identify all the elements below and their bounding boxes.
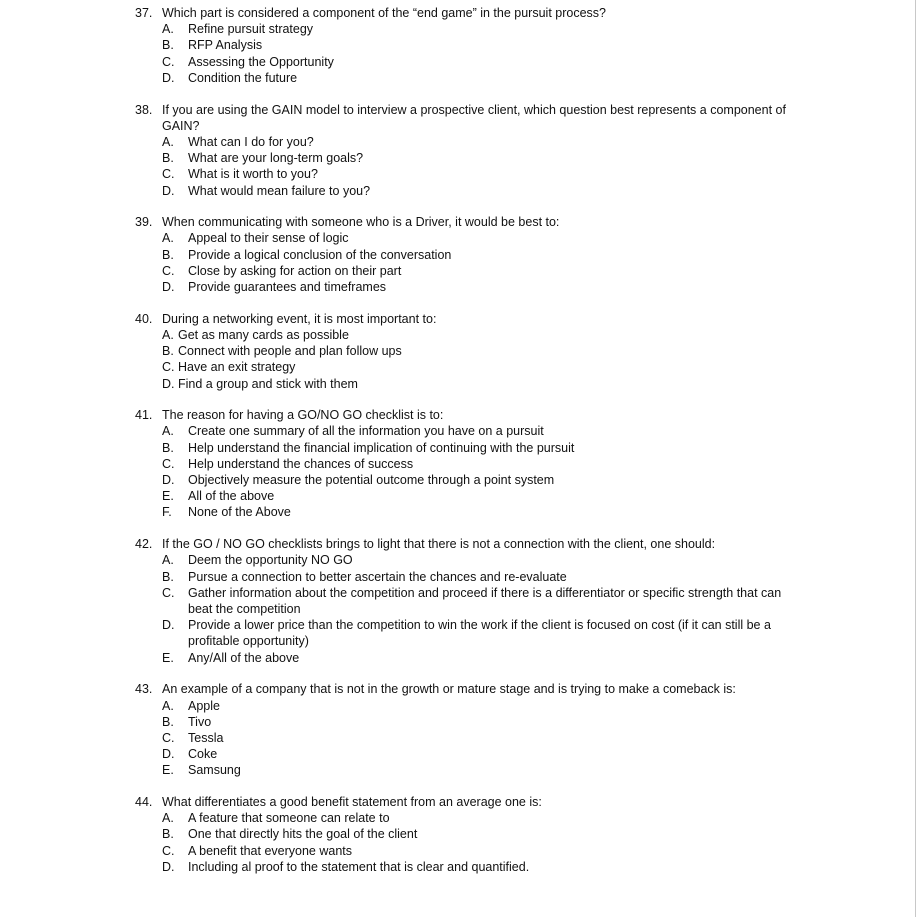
- option-letter: C.: [162, 730, 175, 745]
- option-text: Provide a logical conclusion of the conversation: [188, 247, 452, 262]
- question-number: 40.: [135, 311, 153, 326]
- option-text: RFP Analysis: [188, 38, 263, 53]
- option-letter: C.: [162, 456, 175, 471]
- answer-option: [162, 504, 795, 520]
- question-stem: [135, 311, 795, 327]
- option-letter: B.: [162, 151, 174, 166]
- option-text: A feature that someone can relate to: [188, 811, 390, 826]
- option-text: Tessla: [188, 730, 224, 745]
- option-letter: D.: [162, 183, 175, 198]
- answer-option: [162, 230, 795, 246]
- answer-option: [162, 166, 795, 182]
- answer-option: [162, 54, 795, 70]
- question-37: [135, 5, 795, 86]
- option-letter: C.: [162, 843, 175, 858]
- option-letter: D.: [162, 280, 175, 295]
- question-39: [135, 214, 795, 295]
- question-stem: [135, 407, 795, 423]
- question-text: During a networking event, it is most important to:: [162, 311, 437, 326]
- option-text: Provide a lower price than the competition to win the work if the client is focused on cost (if it can still be a profitable opportunity): [188, 618, 771, 649]
- option-text: What is it worth to you?: [188, 167, 318, 182]
- option-letter: D.: [162, 70, 175, 85]
- answer-options: [162, 423, 795, 520]
- option-letter: B.: [162, 247, 174, 262]
- question-number: 39.: [135, 215, 153, 230]
- option-letter: C.: [162, 167, 175, 182]
- option-text: Find a group and stick with them: [178, 376, 358, 391]
- option-letter: D.: [162, 473, 175, 488]
- question-43: [135, 681, 795, 778]
- question-text: If the GO / NO GO checklists brings to light that there is not a connection with the client, one should:: [162, 537, 716, 552]
- option-text: Have an exit strategy: [178, 360, 296, 375]
- answer-options: [162, 327, 795, 392]
- question-40: [135, 311, 795, 392]
- answer-option: [162, 376, 795, 392]
- option-letter: C.: [162, 263, 175, 278]
- answer-option: [162, 327, 795, 343]
- option-letter: B.: [162, 714, 174, 729]
- question-stem: [135, 681, 795, 697]
- answer-option: [162, 279, 795, 295]
- option-text: One that directly hits the goal of the client: [188, 827, 418, 842]
- answer-option: [162, 585, 795, 617]
- option-text: Condition the future: [188, 70, 298, 85]
- option-letter: B.: [162, 569, 174, 584]
- option-text: A benefit that everyone wants: [188, 843, 352, 858]
- answer-options: [162, 21, 795, 86]
- answer-options: [162, 552, 795, 665]
- question-list: [135, 5, 795, 891]
- option-letter: D.: [162, 859, 175, 874]
- option-letter: E.: [162, 650, 174, 665]
- answer-option: [162, 21, 795, 37]
- option-text: Apple: [188, 698, 220, 713]
- answer-options: [162, 134, 795, 199]
- option-letter: A.: [162, 134, 174, 149]
- option-text: Refine pursuit strategy: [188, 22, 314, 37]
- option-letter: D.: [162, 618, 175, 633]
- question-number: 38.: [135, 102, 153, 117]
- option-letter: B.: [162, 827, 174, 842]
- answer-option: [162, 423, 795, 439]
- option-text: Provide guarantees and timeframes: [188, 280, 387, 295]
- option-text: What can I do for you?: [188, 134, 314, 149]
- answer-option: [162, 569, 795, 585]
- question-number: 44.: [135, 795, 153, 810]
- option-letter: B.: [162, 440, 174, 455]
- option-text: Get as many cards as possible: [178, 327, 349, 342]
- question-text: What differentiates a good benefit statement from an average one is:: [162, 795, 542, 810]
- question-number: 42.: [135, 537, 153, 552]
- option-letter: E.: [162, 763, 174, 778]
- option-letter: A.: [162, 231, 174, 246]
- answer-option: [162, 810, 795, 826]
- answer-option: [162, 263, 795, 279]
- option-letter: C.: [162, 54, 175, 69]
- answer-option: [162, 843, 795, 859]
- answer-option: [162, 762, 795, 778]
- option-text: What would mean failure to you?: [188, 183, 371, 198]
- answer-option: [162, 343, 795, 359]
- option-text: Deem the opportunity NO GO: [188, 553, 353, 568]
- option-text: Tivo: [188, 714, 212, 729]
- option-letter: B.: [162, 344, 174, 359]
- question-text: If you are using the GAIN model to interview a prospective client, which question best represents a component of GAIN?: [162, 102, 786, 133]
- question-number: 37.: [135, 6, 153, 20]
- question-stem: [135, 794, 795, 810]
- question-stem: [135, 5, 795, 21]
- answer-option: [162, 247, 795, 263]
- option-text: What are your long-term goals?: [188, 151, 364, 166]
- answer-option: [162, 440, 795, 456]
- answer-option: [162, 746, 795, 762]
- question-44: [135, 794, 795, 875]
- answer-option: [162, 456, 795, 472]
- option-letter: B.: [162, 38, 174, 53]
- answer-option: [162, 552, 795, 568]
- question-stem: [135, 214, 795, 230]
- option-text: Connect with people and plan follow ups: [178, 344, 402, 359]
- option-text: Help understand the chances of success: [188, 456, 414, 471]
- answer-option: [162, 859, 795, 875]
- answer-option: [162, 70, 795, 86]
- answer-option: [162, 617, 795, 649]
- option-text: Pursue a connection to better ascertain the chances and re-evaluate: [188, 569, 567, 584]
- answer-option: [162, 359, 795, 375]
- answer-option: [162, 134, 795, 150]
- option-letter: A.: [162, 424, 174, 439]
- option-text: All of the above: [188, 489, 275, 504]
- question-text: Which part is considered a component of the “end game” in the pursuit process?: [162, 6, 606, 20]
- question-text: The reason for having a GO/NO GO checklist is to:: [162, 408, 444, 423]
- answer-options: [162, 698, 795, 779]
- question-stem: [135, 536, 795, 552]
- option-letter: C.: [162, 585, 175, 600]
- answer-option: [162, 150, 795, 166]
- question-number: 43.: [135, 682, 153, 697]
- option-letter: E.: [162, 489, 174, 504]
- answer-options: [162, 810, 795, 875]
- option-text: Create one summary of all the information you have on a pursuit: [188, 424, 544, 439]
- answer-option: [162, 183, 795, 199]
- option-letter: A.: [162, 811, 174, 826]
- option-letter: A.: [162, 327, 174, 342]
- answer-options: [162, 230, 795, 295]
- option-letter: C.: [162, 360, 175, 375]
- option-letter: D.: [162, 376, 175, 391]
- option-text: None of the Above: [188, 505, 291, 520]
- option-letter: A.: [162, 22, 174, 37]
- option-text: Coke: [188, 747, 218, 762]
- question-text: An example of a company that is not in the growth or mature stage and is trying to make a comeback is:: [162, 682, 736, 697]
- option-letter: A.: [162, 698, 174, 713]
- answer-option: [162, 488, 795, 504]
- option-text: Gather information about the competition and proceed if there is a differentiator or specific strength that can beat the competition: [188, 585, 782, 616]
- option-text: Samsung: [188, 763, 241, 778]
- option-text: Close by asking for action on their part: [188, 263, 402, 278]
- option-text: Any/All of the above: [188, 650, 300, 665]
- option-letter: F.: [162, 505, 172, 520]
- answer-option: [162, 826, 795, 842]
- answer-option: [162, 37, 795, 53]
- question-38: [135, 102, 795, 199]
- answer-option: [162, 714, 795, 730]
- question-text: When communicating with someone who is a Driver, it would be best to:: [162, 215, 560, 230]
- option-text: Help understand the financial implication of continuing with the pursuit: [188, 440, 575, 455]
- answer-option: [162, 650, 795, 666]
- option-text: Objectively measure the potential outcome through a point system: [188, 473, 555, 488]
- answer-option: [162, 698, 795, 714]
- option-text: Including al proof to the statement that is clear and quantified.: [188, 859, 530, 874]
- option-text: Appeal to their sense of logic: [188, 231, 349, 246]
- question-41: [135, 407, 795, 520]
- answer-option: [162, 472, 795, 488]
- question-42: [135, 536, 795, 666]
- option-letter: D.: [162, 747, 175, 762]
- answer-option: [162, 730, 795, 746]
- option-letter: A.: [162, 553, 174, 568]
- question-stem: [135, 102, 795, 134]
- option-text: Assessing the Opportunity: [188, 54, 334, 69]
- question-number: 41.: [135, 408, 153, 423]
